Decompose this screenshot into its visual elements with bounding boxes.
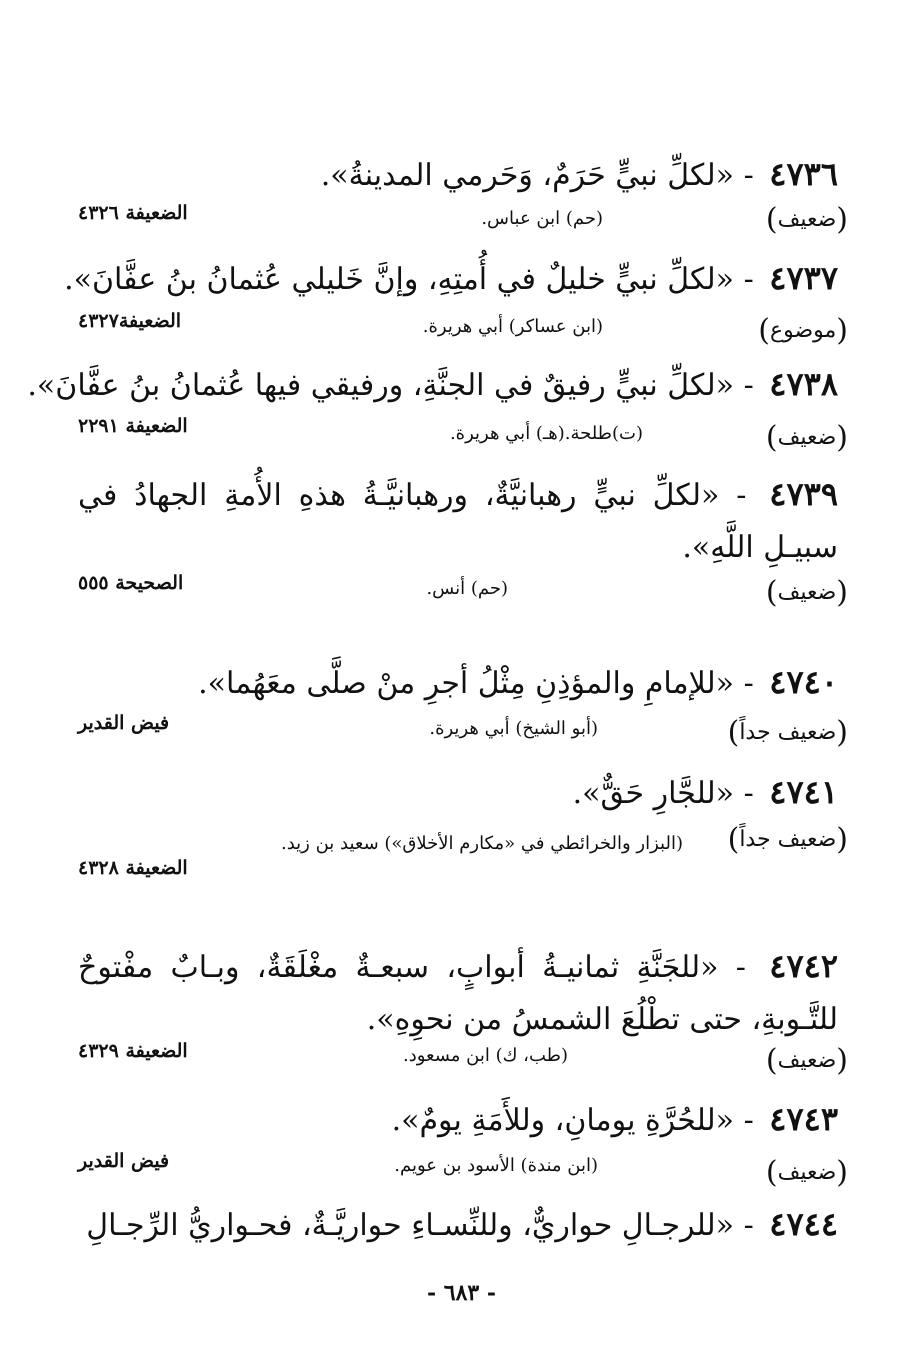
reference-text: فيض القدير xyxy=(78,1150,170,1172)
hadith-number: ٤٧٤٣ xyxy=(769,1100,838,1138)
reference-text: الصحيحة ٥٥٥ xyxy=(78,572,184,594)
hadith-number: ٤٧٣٩ xyxy=(769,475,838,513)
grade-label: ( ضعيف ) xyxy=(766,575,848,610)
page-number: - ٦٨٣ - xyxy=(426,1280,497,1306)
source-text: (ابن مندة) الأسود بن عويم. xyxy=(394,1155,598,1176)
hadith-entry: ٤٧٣٧ - «لكلِّ نبيٍّ خليلٌ في أُمتِهِ، وإنَّ خَليلي عُثمانُ بنُ عفَّانَ». xyxy=(64,259,838,297)
reference-text: فيض القدير xyxy=(78,712,170,734)
grade-label: ( ضعيف جداً ) xyxy=(728,715,848,750)
source-text: (حم) ابن عباس. xyxy=(481,208,603,229)
hadith-text: «للإمامِ والمؤذِنِ مِثْلُ أجرِ منْ صلَّى معَهُما». xyxy=(198,666,735,701)
hadith-text: «للحُرَّةِ يومانِ، وللأَمَةِ يومٌ». xyxy=(391,1103,735,1138)
hadith-number: ٤٧٣٦ xyxy=(769,155,838,193)
hadith-entry: ٤٧٣٦ - «لكلِّ نبيٍّ حَرَمٌ، وَحَرمي المدينةُ». xyxy=(320,155,838,193)
hadith-text: «لكلِّ نبيٍّ خليلٌ في أُمتِهِ، وإنَّ خَليلي عُثمانُ بنُ عفَّانَ». xyxy=(64,262,735,297)
hadith-number: ٤٧٤٤ xyxy=(769,1205,838,1243)
source-text: (البزار والخرائطي في «مكارم الأخلاق») سعيد بن زيد. xyxy=(280,833,683,854)
source-text: (ابن عساكر) أبي هريرة. xyxy=(422,316,603,337)
hadith-entry: ٤٧٤١ - «للجَّارِ حَقٌّ». xyxy=(572,773,838,811)
reference-text: الضعيفة٤٣٢٧ xyxy=(78,310,182,332)
hadith-text: «للجَّارِ حَقٌّ». xyxy=(572,776,735,811)
hadith-entry: ٤٧٤٤ - «للرجـالِ حواريٌّ، وللنِّسـاءِ حواريَّـةٌ، فحـواريُّ الرِّجـالِ xyxy=(86,1205,838,1243)
hadith-entry: ٤٧٤٠ - «للإمامِ والمؤذِنِ مِثْلُ أجرِ منْ صلَّى معَهُما». xyxy=(198,663,838,701)
hadith-number: ٤٧٤١ xyxy=(769,773,838,811)
hadith-entry: ٤٧٣٨ - «لكلِّ نبيٍّ رفيقٌ في الجنَّةِ، ورفيقي فيها عُثمانُ بنُ عفَّانَ». xyxy=(27,365,838,403)
source-text: (طب، ك) ابن مسعود. xyxy=(403,1045,568,1066)
hadith-text: «للجَنَّةِ ثمانيـةُ أبوابٍ، سبعـةٌ مغْلَقَةٌ، وبـابٌ مفْتوحٌ للتَّـوبةِ، حتى تطْلُعَ الشمسُ من نحوِهِ». xyxy=(78,950,838,1037)
grade-label: ( موضوع ) xyxy=(758,313,848,348)
grade-label: ( ضعيف ) xyxy=(766,1043,848,1078)
reference-text: الضعيفة ٢٢٩١ xyxy=(78,415,188,437)
grade-label: ( ضعيف ) xyxy=(766,202,848,237)
source-text: (ت)طلحة.(هـ) أبي هريرة. xyxy=(449,423,643,444)
hadith-number: ٤٧٣٨ xyxy=(769,365,838,403)
hadith-entry: ٤٧٤٣ - «للحُرَّةِ يومانِ، وللأَمَةِ يومٌ». xyxy=(391,1100,838,1138)
grade-label: ( ضعيف جداً ) xyxy=(728,822,848,857)
hadith-number: ٤٧٤٢ xyxy=(769,947,838,985)
hadith-entry: ٤٧٣٩ - «لكلِّ نبيٍّ رهبانيَّةٌ، ورهبانيَّـةُ هذهِ الأُمةِ الجهادُ في سبيـلِ اللَّهِ». xyxy=(78,475,838,565)
grade-label: ( ضعيف ) xyxy=(766,420,848,455)
hadith-text: «للرجـالِ حواريٌّ، وللنِّسـاءِ حواريَّـةٌ، فحـواريُّ الرِّجـالِ xyxy=(86,1208,735,1243)
hadith-entry: ٤٧٤٢ - «للجَنَّةِ ثمانيـةُ أبوابٍ، سبعـةٌ مغْلَقَةٌ، وبـابٌ مفْتوحٌ للتَّـوبةِ، حتى تطْلُعَ الشمسُ من نحوِهِ». xyxy=(78,947,838,1037)
source-text: (أبو الشيخ) أبي هريرة. xyxy=(429,718,598,739)
hadith-number: ٤٧٣٧ xyxy=(769,259,838,297)
grade-label: ( ضعيف ) xyxy=(766,1155,848,1190)
hadith-number: ٤٧٤٠ xyxy=(769,663,838,701)
hadith-text: «لكلِّ نبيٍّ حَرَمٌ، وَحَرمي المدينةُ». xyxy=(320,158,735,193)
hadith-text: «لكلِّ نبيٍّ رهبانيَّةٌ، ورهبانيَّـةُ هذهِ الأُمةِ الجهادُ في سبيـلِ اللَّهِ». xyxy=(78,478,838,565)
reference-text: الضعيفة ٤٣٢٨ xyxy=(78,857,188,879)
reference-text: الضعيفة ٤٣٢٦ xyxy=(78,202,188,224)
source-text: (حم) أنس. xyxy=(426,578,508,599)
hadith-text: «لكلِّ نبيٍّ رفيقٌ في الجنَّةِ، ورفيقي فيها عُثمانُ بنُ عفَّانَ». xyxy=(27,368,735,403)
reference-text: الضعيفة ٤٣٢٩ xyxy=(78,1040,188,1062)
